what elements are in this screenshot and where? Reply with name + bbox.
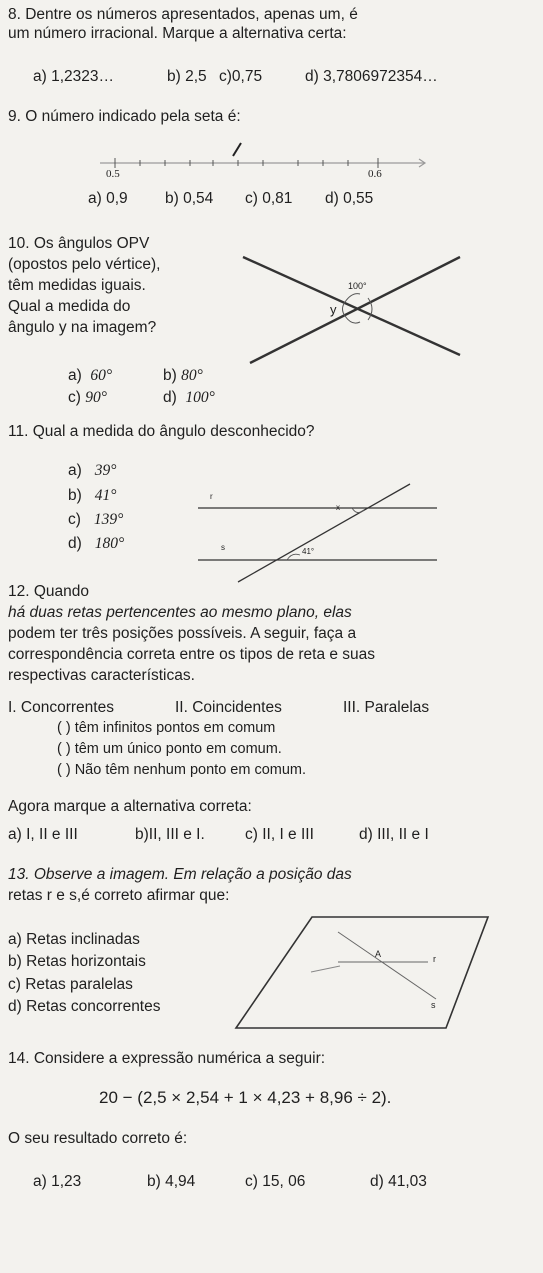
q8-line2: um número irracional. Marque a alternativa certa: (8, 25, 347, 42)
q12-line2: há duas retas pertencentes ao mesmo plano, elas (8, 604, 352, 621)
q10-option-a: a) 60° (68, 367, 113, 384)
tick-label-0-5: 0.5 (106, 168, 120, 180)
q9-option-a: a) 0,9 (88, 190, 128, 207)
q10-line2: (opostos pelo vértice), (8, 256, 161, 273)
q11-option-c: c) 139° (68, 511, 124, 528)
q12-line3: podem ter três posições possíveis. A seguir, faça a (8, 625, 357, 642)
q9-option-b: b) 0,54 (165, 190, 214, 207)
plane-parallelogram (236, 917, 488, 1028)
q12-line1: 12. Quando (8, 583, 90, 600)
q10-option-b: b) 80° (163, 367, 203, 384)
label-r: r (210, 492, 213, 501)
angle-label-y: y (330, 302, 337, 317)
label-s-13: s (431, 1000, 436, 1010)
q10-option-d: d) 100° (163, 389, 215, 406)
q10-option-c: c) 90° (68, 389, 107, 406)
type-paralelas: III. Paralelas (343, 699, 430, 716)
q9-question: 9. O número indicado pela seta é: (8, 108, 241, 125)
line-extra-13 (311, 966, 340, 972)
label-r-13: r (433, 954, 436, 964)
q14-option-b: b) 4,94 (147, 1173, 196, 1190)
tick-label-0-6: 0.6 (368, 168, 382, 180)
q14-option-a: a) 1,23 (33, 1173, 82, 1190)
q12-option-c: c) II, I e III (245, 826, 314, 843)
match-item-3: ( ) Não têm nenhum ponto em comum. (57, 762, 307, 778)
q8-option-d: d) 3,7806972354… (305, 68, 438, 85)
type-coincidentes: II. Coincidentes (175, 699, 282, 716)
label-x: x (336, 503, 340, 512)
q11-option-b: b) 41° (68, 487, 117, 504)
q11-question: 11. Qual a medida do ângulo desconhecido? (8, 423, 315, 440)
q8-option-c: c)0,75 (219, 68, 263, 85)
q13-option-b: b) Retas horizontais (8, 953, 146, 970)
q9-option-d: d) 0,55 (325, 190, 374, 207)
q10-line5: ângulo y na imagem? (8, 319, 157, 336)
line-s-13 (338, 932, 436, 999)
q14-option-c: c) 15, 06 (245, 1173, 306, 1190)
q8-option-a: a) 1,2323… (33, 68, 114, 85)
label-41: 41° (302, 547, 315, 556)
q8-option-b: b) 2,5 (167, 68, 207, 85)
q12-prompt: Agora marque a alternativa correta: (8, 798, 252, 815)
q12-option-b: b)II, III e I. (135, 826, 205, 843)
q11-option-d: d) 180° (68, 535, 125, 552)
q12-line5: respectivas características. (8, 667, 195, 684)
angle-label-100: 100° (348, 281, 367, 291)
q11-option-a: a) 39° (68, 462, 117, 479)
q13-option-d: d) Retas concorrentes (8, 998, 161, 1015)
label-A: A (375, 949, 382, 959)
q14-option-d: d) 41,03 (370, 1173, 427, 1190)
q12-line4: correspondência correta entre os tipos de reta e suas (8, 646, 376, 663)
match-item-1: ( ) têm infinitos pontos em comum (57, 720, 276, 736)
q12-option-d: d) III, II e I (359, 826, 429, 843)
q13-line1: 13. Observe a imagem. Em relação a posição das (8, 866, 352, 883)
q10-line1: 10. Os ângulos OPV (8, 235, 150, 252)
q13-option-c: c) Retas paralelas (8, 976, 133, 993)
type-concorrentes: I. Concorrentes (8, 699, 114, 716)
q13-line2: retas r e s,é correto afirmar que: (8, 887, 230, 904)
q10-line4: Qual a medida do (8, 298, 131, 315)
label-s: s (221, 543, 225, 552)
q13-option-a: a) Retas inclinadas (8, 931, 140, 948)
q14-prompt: O seu resultado correto é: (8, 1130, 188, 1147)
q14-question: 14. Considere a expressão numérica a seguir: (8, 1050, 326, 1067)
match-item-2: ( ) têm um único ponto em comum. (57, 741, 282, 757)
q8-line1: 8. Dentre os números apresentados, apenas um, é (8, 6, 358, 23)
q12-option-a: a) I, II e III (8, 826, 78, 843)
q9-option-c: c) 0,81 (245, 190, 293, 207)
q14-expression: 20 − (2,5 × 2,54 + 1 × 4,23 + 8,96 ÷ 2). (99, 1088, 392, 1107)
q10-line3: têm medidas iguais. (8, 277, 146, 294)
